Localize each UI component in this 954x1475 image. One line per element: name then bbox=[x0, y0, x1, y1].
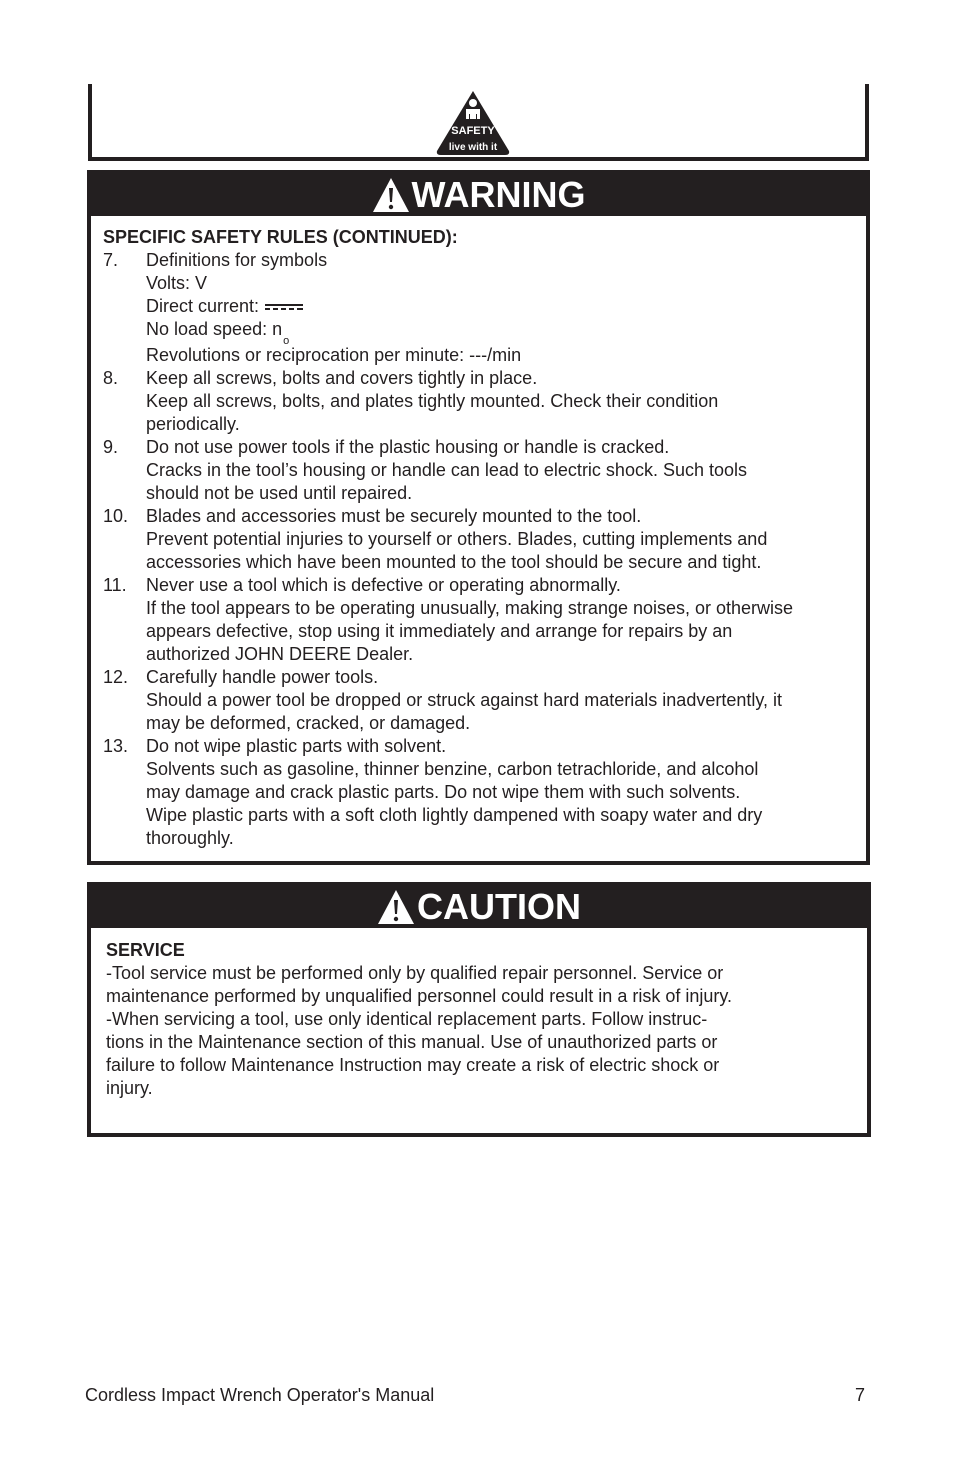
page-number: 7 bbox=[854, 1385, 865, 1405]
caution-box bbox=[87, 882, 871, 1137]
rule-item-8: 8. Keep all screws, bolts and covers tightly in place. Keep all screws, bolts, and plates tightly mounted. Check their condition periodically. bbox=[103, 368, 719, 434]
rule-item-12: 12. Carefully handle power tools. Should a power tool be dropped or struck against hard materials inadvertently, it may be deformed, cracked, or damaged. bbox=[103, 667, 783, 733]
safety-logo bbox=[435, 89, 511, 157]
warning-banner bbox=[91, 174, 866, 216]
caution-heading: CAUTION bbox=[417, 886, 581, 927]
warning-triangle-icon bbox=[372, 176, 410, 214]
caution-line: -Tool service must be performed only by qualified repair personnel. Service or bbox=[106, 963, 724, 983]
caution-line: failure to follow Maintenance Instruction may create a risk of electric shock or bbox=[106, 1055, 720, 1075]
footer-title: Cordless Impact Wrench Operator's Manual bbox=[85, 1385, 435, 1405]
rule-item-7: 7. Definitions for symbols Volts: V Direct current: No load speed: $n_o$ Revolutions or reciprocation per minute: ---/min bbox=[103, 249, 853, 367]
page-footer bbox=[85, 1385, 865, 1406]
caution-line: injury. bbox=[106, 1078, 153, 1098]
caution-content bbox=[106, 939, 846, 1100]
direct-current-line: Direct current: bbox=[146, 295, 853, 318]
rule-item-13: 13. Do not wipe plastic parts with solvent. Solvents such as gasoline, thinner benzine, carbon tetrachloride, and alcohol may damage and crack plastic parts. Do not wipe them with such solvents. Wipe plastic parts with a soft cloth lightly dampened with soapy water and dry thoroughly. bbox=[103, 736, 763, 848]
logo-tagline-text: live with it bbox=[448, 142, 498, 153]
caution-section-title: SERVICE bbox=[106, 940, 185, 960]
rule-item-9: 9. Do not use power tools if the plastic housing or handle is cracked. Cracks in the tool’s housing or handle can lead to electric shock. Such tools should not be used until repaired. bbox=[103, 437, 748, 503]
logo-safety-text: SAFETY bbox=[451, 125, 495, 137]
rule-item-11: 11. Never use a tool which is defective or operating abnormally. If the tool appears to be operating unusually, making strange noises, or otherwise appears defective, stop using it immediately and arrange for repairs by an authorized JOHN DEERE Dealer. bbox=[103, 575, 794, 664]
direct-current-icon bbox=[265, 303, 303, 311]
warning-box bbox=[87, 170, 870, 865]
warning-content bbox=[103, 226, 853, 850]
caution-triangle-icon bbox=[377, 888, 415, 926]
warning-heading: WARNING bbox=[411, 174, 586, 215]
caution-line: tions in the Maintenance section of this manual. Use of unauthorized parts or bbox=[106, 1032, 718, 1052]
rule-item-10: 10. Blades and accessories must be securely mounted to the tool. Prevent potential injuries to yourself or others. Blades, cutting implements and accessories which have been mounted to the tool should be secure and tight. bbox=[103, 506, 768, 572]
caution-line: -When servicing a tool, use only identical replacement parts. Follow instruc- bbox=[106, 1009, 708, 1029]
caution-line: maintenance performed by unqualified personnel could result in a risk of injury. bbox=[106, 986, 733, 1006]
caution-banner bbox=[91, 886, 867, 928]
warning-section-title: SPECIFIC SAFETY RULES (CONTINUED): bbox=[103, 227, 458, 247]
no-load-speed-line: No load speed: $n_o$ bbox=[146, 319, 290, 347]
